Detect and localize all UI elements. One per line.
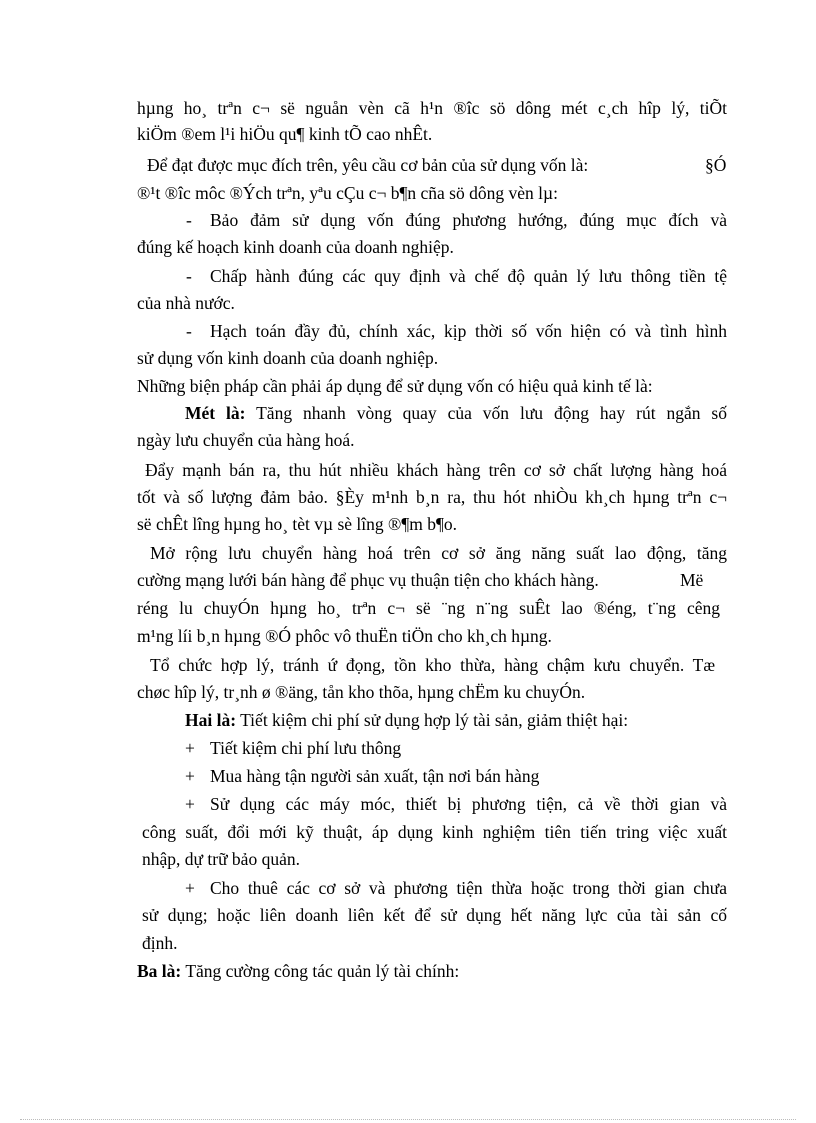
paragraph-line: hµng ho¸ trªn c¬ së nguån vèn cã h¹n ®îc sö dông mét c¸ch hîp lý, tiÕt (137, 98, 727, 118)
paragraph-line: Để đạt được mục đích trên, yêu cầu cơ bản của sử dụng vốn là: (147, 155, 589, 175)
plus-bullet: + (185, 878, 195, 898)
paragraph-line: cường mạng lưới bán hàng để phục vụ thuận tiện cho khách hàng. (137, 570, 599, 590)
paragraph-line: định. (142, 933, 178, 953)
paragraph-line: ngày lưu chuyển của hàng hoá. (137, 430, 355, 450)
paragraph-line: nhập, dự trữ bảo quản. (142, 849, 300, 869)
list-item: Cho thuê các cơ sở và phương tiện thừa hoặc trong thời gian chưa (210, 878, 727, 898)
paragraph-line: Mở rộng lưu chuyển hàng hoá trên cơ sở ăng năng suất lao động, tăng (150, 543, 727, 563)
plus-bullet: + (185, 738, 195, 758)
list-item: Chấp hành đúng các quy định và chế độ quản lý lưu thông tiền tệ (210, 266, 727, 286)
list-item: Sử dụng các máy móc, thiết bị phương tiện, cả về thời gian và (210, 794, 727, 814)
paragraph-line: së chÊt lîng hµng ho¸ tèt vµ sè lîng ®¶m b¶o. (137, 514, 458, 534)
paragraph-line: m¹ng líi b¸n hµng ®Ó phôc vô thuËn tiÖn cho kh¸ch hµng. (137, 626, 552, 646)
heading-mot-la: Mét là: (185, 403, 246, 423)
page-bottom-border (20, 1119, 796, 1120)
text: Tiết kiệm chi phí sử dụng hợp lý tài sản, giảm thiệt hại: (240, 710, 629, 730)
paragraph-line: Những biện pháp cần phải áp dụng để sử dụng vốn có hiệu quả kinh tế là: (137, 376, 653, 396)
paragraph-line: chøc hîp lý, tr¸nh ø ®äng, tån kho thõa, hµng chËm ku chuyÓn. (137, 682, 586, 702)
list-item: Tiết kiệm chi phí lưu thông (210, 738, 402, 758)
dash-bullet: - (186, 266, 192, 286)
paragraph-line: đúng kế hoạch kinh doanh của doanh nghiệp. (137, 237, 454, 257)
paragraph-line (137, 958, 459, 984)
list-item: Hạch toán đầy đủ, chính xác, kịp thời số vốn hiện có và tình hình (210, 321, 727, 341)
paragraph-line: Đẩy mạnh bán ra, thu hút nhiều khách hàng trên cơ sở chất lượng hàng hoá (145, 460, 727, 480)
dash-bullet: - (186, 321, 192, 341)
paragraph-line: sử dụng vốn kinh doanh của doanh nghiệp. (137, 348, 439, 368)
paragraph-line: réng lu chuyÓn hµng ho¸ trªn c¬ së ¨ng n¨ng suÊt lao ®éng, t¨ng cêng (137, 598, 720, 618)
paragraph-line: sử dụng; hoặc liên doanh liên kết để sử dụng hết năng lực của tài sản cố (142, 905, 727, 925)
heading-hai-la: Hai là: (185, 710, 237, 730)
list-item: Bảo đảm sử dụng vốn đúng phương hướng, đúng mục đích và (210, 210, 727, 230)
paragraph-line: của nhà nước. (137, 293, 235, 313)
paragraph-line: ®¹t ®îc môc ®Ých trªn, yªu cÇu c¬ b¶n cña sö dông vèn lµ: (137, 183, 558, 203)
plus-bullet: + (185, 766, 195, 786)
paragraph-line: §Ó (705, 155, 727, 175)
paragraph-line: Më (680, 570, 704, 590)
paragraph-line: tốt và số lượng đảm bảo. §Èy m¹nh b¸n ra, thu hót nhiÒu kh¸ch hµng trªn c¬ (137, 487, 727, 507)
list-item: Mua hàng tận người sản xuất, tận nơi bán hàng (210, 766, 540, 786)
paragraph-line: kiÖm ®em l¹i hiÖu qu¶ kinh tÕ cao nhÊt. (137, 124, 433, 144)
paragraph-line: công suất, đổi mới kỹ thuật, áp dụng kinh nghiệm tiên tiến tring việc xuất (142, 822, 727, 842)
paragraph-line (185, 707, 628, 733)
paragraph-line: Tổ chức hợp lý, tránh ứ đọng, tồn kho thừa, hàng chậm kưu chuyển. Tæ (150, 655, 715, 675)
heading-ba-la: Ba là: (137, 961, 182, 981)
text: Tăng cường công tác quản lý tài chính: (185, 961, 460, 981)
dash-bullet: - (186, 210, 192, 230)
plus-bullet: + (185, 794, 195, 814)
text: Tăng nhanh vòng quay của vốn lưu động hay rút ngắn số (256, 403, 727, 423)
paragraph-line (185, 400, 727, 426)
